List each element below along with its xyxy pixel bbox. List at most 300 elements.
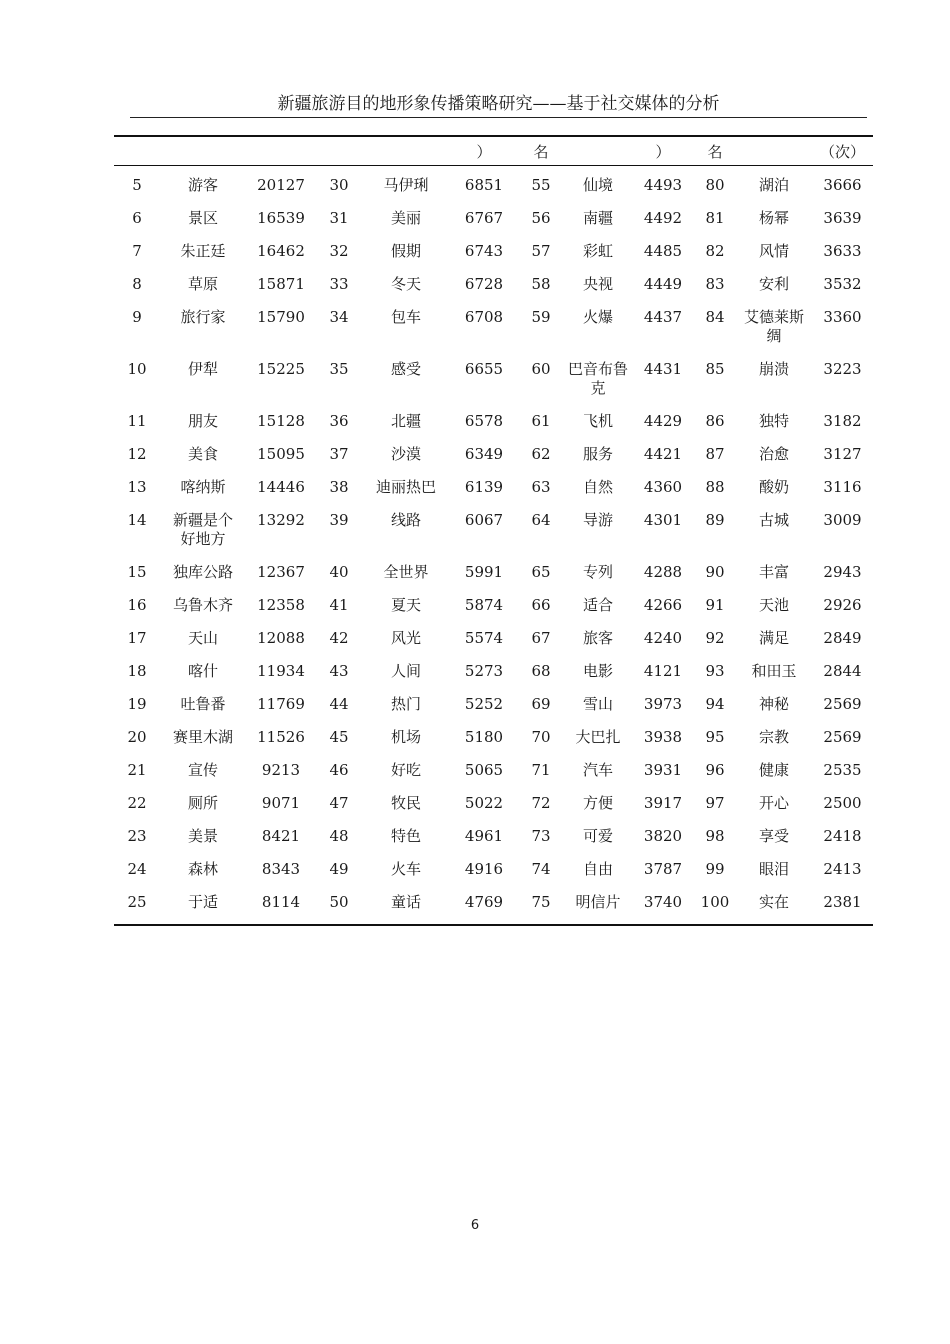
rank-cell: 65 <box>531 563 551 581</box>
rank-cell: 43 <box>329 662 349 680</box>
keyword-text: 崩溃 <box>758 360 789 378</box>
keyword-text: 导游 <box>582 511 613 529</box>
keyword-cell <box>362 786 450 819</box>
rank-cell: 46 <box>329 761 349 779</box>
rank-cell: 74 <box>531 860 551 878</box>
frequency-cell: 6578 <box>464 412 504 430</box>
keyword-text: 眼泪 <box>758 860 789 878</box>
keyword-text: 景区 <box>187 209 218 227</box>
table-row <box>114 201 873 234</box>
keyword-cell <box>160 786 246 819</box>
frequency-cell: 3127 <box>823 445 862 463</box>
frequency-cell: 2569 <box>823 728 862 746</box>
rank-cell: 49 <box>329 860 349 878</box>
keyword-text: 享受 <box>758 827 789 845</box>
keyword-cell <box>736 786 812 819</box>
keyword-text: 神秘 <box>758 695 789 713</box>
frequency-cell: 4769 <box>464 893 504 911</box>
frequency-cell: 9071 <box>261 794 301 812</box>
keyword-cell <box>564 437 632 470</box>
frequency-cell: 4266 <box>643 596 683 614</box>
rank-cell: 45 <box>329 728 349 746</box>
table-row <box>114 786 873 819</box>
frequency-cell: 11934 <box>257 662 305 680</box>
rank-cell: 75 <box>531 893 551 911</box>
keyword-cell <box>160 437 246 470</box>
header-cell <box>160 136 246 166</box>
keyword-text: 和田玉 <box>751 662 797 680</box>
table-row <box>114 720 873 753</box>
keyword-text: 天池 <box>758 596 789 614</box>
rank-cell: 98 <box>705 827 725 845</box>
frequency-cell: 6767 <box>464 209 504 227</box>
keyword-text: 冬天 <box>390 275 421 293</box>
keyword-cell <box>160 300 246 352</box>
frequency-cell: 3787 <box>643 860 683 878</box>
rank-cell: 31 <box>329 209 349 227</box>
frequency-cell: 5273 <box>464 662 504 680</box>
frequency-cell: 4493 <box>643 176 683 194</box>
rank-cell: 40 <box>329 563 349 581</box>
table-row <box>114 404 873 437</box>
frequency-cell: 3820 <box>643 827 683 845</box>
frequency-cell: 2569 <box>823 695 862 713</box>
keyword-text: 自然 <box>582 478 613 496</box>
rank-cell: 8 <box>132 275 142 293</box>
keyword-cell <box>362 720 450 753</box>
rank-cell: 20 <box>127 728 147 746</box>
rank-cell: 36 <box>329 412 349 430</box>
keyword-cell <box>564 267 632 300</box>
keyword-cell <box>362 654 450 687</box>
keyword-cell <box>362 885 450 925</box>
frequency-cell: 2943 <box>823 563 862 581</box>
frequency-cell: 8114 <box>261 893 301 911</box>
rank-cell: 56 <box>531 209 551 227</box>
frequency-cell: 2418 <box>823 827 862 845</box>
frequency-cell: 4288 <box>643 563 683 581</box>
keyword-cell <box>362 852 450 885</box>
keyword-text: 火车 <box>390 860 421 878</box>
rank-cell: 85 <box>705 360 725 378</box>
rank-cell: 38 <box>329 478 349 496</box>
keyword-text: 杨幂 <box>758 209 789 227</box>
keyword-text: 旅客 <box>582 629 613 647</box>
keyword-text: 乌鲁木齐 <box>172 596 233 614</box>
frequency-cell: 4121 <box>643 662 683 680</box>
rank-cell: 16 <box>127 596 147 614</box>
keyword-cell <box>736 885 812 925</box>
keyword-text: 美食 <box>187 445 218 463</box>
keyword-text: 包车 <box>390 308 421 326</box>
frequency-cell: 5022 <box>464 794 504 812</box>
keyword-cell <box>736 300 812 352</box>
header-cell <box>564 136 632 166</box>
rank-cell: 59 <box>531 308 551 326</box>
header-cell <box>316 136 362 166</box>
frequency-cell: 8421 <box>261 827 301 845</box>
rank-cell: 15 <box>127 563 147 581</box>
frequency-cell: 2381 <box>823 893 862 911</box>
keyword-cell <box>736 621 812 654</box>
keyword-cell <box>362 352 450 404</box>
keyword-cell <box>564 555 632 588</box>
rank-cell: 5 <box>132 176 142 194</box>
keyword-cell <box>362 588 450 621</box>
table-row <box>114 437 873 470</box>
keyword-text: 汽车 <box>582 761 613 779</box>
header-cell <box>736 136 812 166</box>
keyword-cell <box>564 352 632 404</box>
frequency-cell: 6655 <box>464 360 504 378</box>
frequency-cell: 15871 <box>257 275 305 293</box>
rank-cell: 95 <box>705 728 725 746</box>
frequency-cell: 5180 <box>464 728 504 746</box>
keyword-cell <box>736 654 812 687</box>
keyword-text: 特色 <box>390 827 421 845</box>
keyword-cell <box>160 720 246 753</box>
rank-cell: 84 <box>705 308 725 326</box>
rank-cell: 68 <box>531 662 551 680</box>
table-row <box>114 555 873 588</box>
keyword-text: 风情 <box>758 242 789 260</box>
keyword-cell <box>160 352 246 404</box>
keyword-text: 厕所 <box>187 794 218 812</box>
frequency-cell: 2849 <box>823 629 862 647</box>
rank-cell: 94 <box>705 695 725 713</box>
keyword-text: 赛里木湖 <box>172 728 233 746</box>
keyword-text: 明信片 <box>575 893 621 911</box>
keyword-text: 游客 <box>187 176 218 194</box>
frequency-cell: 5991 <box>464 563 504 581</box>
frequency-cell: 6349 <box>464 445 504 463</box>
keyword-cell <box>736 166 812 202</box>
running-header: 新疆旅游目的地形象传播策略研究——基于社交媒体的分析 <box>130 92 867 118</box>
keyword-cell <box>362 166 450 202</box>
rank-cell: 33 <box>329 275 349 293</box>
frequency-cell: 4301 <box>643 511 683 529</box>
table-row <box>114 588 873 621</box>
keyword-text: 丰富 <box>758 563 789 581</box>
frequency-cell: 4429 <box>643 412 683 430</box>
keyword-cell <box>736 404 812 437</box>
keyword-text: 火爆 <box>582 308 613 326</box>
keyword-text: 央视 <box>582 275 613 293</box>
keyword-text: 治愈 <box>758 445 789 463</box>
rank-cell: 63 <box>531 478 551 496</box>
keyword-text: 湖泊 <box>758 176 789 194</box>
keyword-cell <box>160 819 246 852</box>
frequency-cell: 5874 <box>464 596 504 614</box>
frequency-cell: 3931 <box>643 761 683 779</box>
keyword-cell <box>362 753 450 786</box>
keyword-cell <box>160 852 246 885</box>
frequency-cell: 3666 <box>823 176 862 194</box>
keyword-cell <box>362 234 450 267</box>
frequency-cell: 6728 <box>464 275 504 293</box>
rank-cell: 73 <box>531 827 551 845</box>
keyword-cell <box>564 470 632 503</box>
rank-cell: 12 <box>127 445 147 463</box>
keyword-text: 艾德莱斯绸 <box>743 308 804 345</box>
rank-cell: 60 <box>531 360 551 378</box>
keyword-text: 健康 <box>758 761 789 779</box>
rank-cell: 32 <box>329 242 349 260</box>
frequency-cell: 15095 <box>257 445 305 463</box>
frequency-cell: 11526 <box>257 728 305 746</box>
frequency-cell: 4961 <box>464 827 504 845</box>
keyword-frequency-table-container <box>114 135 873 926</box>
keyword-text: 巴音布鲁克 <box>567 360 628 397</box>
rank-cell: 62 <box>531 445 551 463</box>
rank-cell: 17 <box>127 629 147 647</box>
header-cell: （次） <box>812 136 873 166</box>
rank-cell: 97 <box>705 794 725 812</box>
keyword-cell <box>362 300 450 352</box>
frequency-cell: 5065 <box>464 761 504 779</box>
keyword-cell <box>160 166 246 202</box>
rank-cell: 35 <box>329 360 349 378</box>
frequency-cell: 3532 <box>823 275 862 293</box>
keyword-cell <box>160 555 246 588</box>
rank-cell: 99 <box>705 860 725 878</box>
frequency-cell: 4485 <box>643 242 683 260</box>
rank-cell: 57 <box>531 242 551 260</box>
keyword-text: 安利 <box>758 275 789 293</box>
rank-cell: 88 <box>705 478 725 496</box>
rank-cell: 39 <box>329 511 349 529</box>
keyword-text: 开心 <box>758 794 789 812</box>
rank-cell: 55 <box>531 176 551 194</box>
frequency-cell: 6139 <box>464 478 504 496</box>
keyword-cell <box>564 588 632 621</box>
keyword-cell <box>160 654 246 687</box>
table-row <box>114 503 873 555</box>
keyword-cell <box>736 470 812 503</box>
keyword-text: 沙漠 <box>390 445 421 463</box>
keyword-cell <box>564 885 632 925</box>
rank-cell: 93 <box>705 662 725 680</box>
frequency-cell: 3182 <box>823 412 862 430</box>
rank-cell: 30 <box>329 176 349 194</box>
keyword-text: 满足 <box>758 629 789 647</box>
frequency-cell: 6743 <box>464 242 504 260</box>
keyword-cell <box>736 852 812 885</box>
frequency-cell: 13292 <box>257 511 305 529</box>
frequency-cell: 15128 <box>257 412 305 430</box>
keyword-cell <box>736 588 812 621</box>
keyword-text: 方便 <box>582 794 613 812</box>
frequency-cell: 3360 <box>823 308 862 326</box>
keyword-text: 可爱 <box>582 827 613 845</box>
keyword-cell <box>160 503 246 555</box>
keyword-cell <box>160 470 246 503</box>
keyword-cell <box>362 621 450 654</box>
frequency-cell: 3639 <box>823 209 862 227</box>
rank-cell: 86 <box>705 412 725 430</box>
frequency-cell: 15790 <box>257 308 305 326</box>
rank-cell: 13 <box>127 478 147 496</box>
rank-cell: 81 <box>705 209 725 227</box>
frequency-cell: 12088 <box>257 629 305 647</box>
keyword-text: 酸奶 <box>758 478 789 496</box>
table-row <box>114 852 873 885</box>
keyword-text: 实在 <box>758 893 789 911</box>
keyword-cell <box>736 234 812 267</box>
keyword-text: 大巴扎 <box>575 728 621 746</box>
keyword-text: 美景 <box>187 827 218 845</box>
frequency-cell: 16462 <box>257 242 305 260</box>
header-cell: ） <box>450 136 518 166</box>
keyword-text: 喀什 <box>187 662 218 680</box>
rank-cell: 70 <box>531 728 551 746</box>
frequency-cell: 9213 <box>261 761 301 779</box>
frequency-cell: 2500 <box>823 794 862 812</box>
keyword-text: 人间 <box>390 662 421 680</box>
rank-cell: 6 <box>132 209 142 227</box>
keyword-text: 线路 <box>390 511 421 529</box>
keyword-text: 自由 <box>582 860 613 878</box>
frequency-cell: 3116 <box>823 478 862 496</box>
frequency-cell: 3917 <box>643 794 683 812</box>
frequency-cell: 3938 <box>643 728 683 746</box>
header-cell <box>362 136 450 166</box>
table-row <box>114 753 873 786</box>
keyword-text: 电影 <box>582 662 613 680</box>
rank-cell: 7 <box>132 242 142 260</box>
keyword-cell <box>564 786 632 819</box>
frequency-cell: 15225 <box>257 360 305 378</box>
rank-cell: 69 <box>531 695 551 713</box>
frequency-cell: 4421 <box>643 445 683 463</box>
frequency-cell: 4437 <box>643 308 683 326</box>
frequency-cell: 20127 <box>257 176 305 194</box>
keyword-text: 专列 <box>582 563 613 581</box>
keyword-cell <box>564 503 632 555</box>
keyword-text: 风光 <box>390 629 421 647</box>
rank-cell: 72 <box>531 794 551 812</box>
keyword-cell <box>736 352 812 404</box>
rank-cell: 80 <box>705 176 725 194</box>
keyword-text: 童话 <box>390 893 421 911</box>
rank-cell: 92 <box>705 629 725 647</box>
table-row <box>114 621 873 654</box>
keyword-text: 全世界 <box>383 563 429 581</box>
frequency-cell: 3973 <box>643 695 683 713</box>
frequency-cell: 6708 <box>464 308 504 326</box>
keyword-cell <box>564 300 632 352</box>
frequency-cell: 4240 <box>643 629 683 647</box>
keyword-cell <box>160 588 246 621</box>
keyword-text: 北疆 <box>390 412 421 430</box>
table-row <box>114 470 873 503</box>
frequency-cell: 4449 <box>643 275 683 293</box>
keyword-cell <box>564 621 632 654</box>
keyword-frequency-table <box>114 135 873 926</box>
rank-cell: 25 <box>127 893 147 911</box>
frequency-cell: 5574 <box>464 629 504 647</box>
keyword-text: 感受 <box>390 360 421 378</box>
keyword-cell <box>736 819 812 852</box>
keyword-cell <box>736 555 812 588</box>
frequency-cell: 3740 <box>643 893 683 911</box>
keyword-cell <box>362 437 450 470</box>
rank-cell: 71 <box>531 761 551 779</box>
table-row <box>114 300 873 352</box>
rank-cell: 48 <box>329 827 349 845</box>
keyword-text: 服务 <box>582 445 613 463</box>
rank-cell: 91 <box>705 596 725 614</box>
rank-cell: 66 <box>531 596 551 614</box>
keyword-cell <box>362 687 450 720</box>
header-cell <box>114 136 160 166</box>
table-row <box>114 166 873 202</box>
rank-cell: 82 <box>705 242 725 260</box>
frequency-cell: 14446 <box>257 478 305 496</box>
keyword-cell <box>160 885 246 925</box>
keyword-text: 夏天 <box>390 596 421 614</box>
rank-cell: 89 <box>705 511 725 529</box>
keyword-cell <box>564 654 632 687</box>
rank-cell: 10 <box>127 360 147 378</box>
frequency-cell: 5252 <box>464 695 504 713</box>
keyword-cell <box>736 503 812 555</box>
rank-cell: 58 <box>531 275 551 293</box>
keyword-text: 马伊琍 <box>383 176 429 194</box>
keyword-text: 天山 <box>187 629 218 647</box>
keyword-text: 机场 <box>390 728 421 746</box>
keyword-cell <box>160 687 246 720</box>
keyword-text: 古城 <box>758 511 789 529</box>
keyword-text: 于适 <box>187 893 218 911</box>
rank-cell: 11 <box>127 412 147 430</box>
table-row <box>114 234 873 267</box>
frequency-cell: 4916 <box>464 860 504 878</box>
keyword-text: 美丽 <box>390 209 421 227</box>
keyword-text: 雪山 <box>582 695 613 713</box>
header-cell <box>246 136 316 166</box>
rank-cell: 14 <box>127 511 147 529</box>
keyword-cell <box>736 201 812 234</box>
rank-cell: 21 <box>127 761 147 779</box>
rank-cell: 37 <box>329 445 349 463</box>
keyword-text: 喀纳斯 <box>180 478 226 496</box>
keyword-text: 南疆 <box>582 209 613 227</box>
keyword-cell <box>564 201 632 234</box>
keyword-cell <box>736 267 812 300</box>
keyword-cell <box>160 753 246 786</box>
keyword-cell <box>160 267 246 300</box>
rank-cell: 23 <box>127 827 147 845</box>
frequency-cell: 2413 <box>823 860 862 878</box>
keyword-text: 旅行家 <box>180 308 226 326</box>
rank-cell: 47 <box>329 794 349 812</box>
rank-cell: 87 <box>705 445 725 463</box>
keyword-text: 适合 <box>582 596 613 614</box>
keyword-cell <box>160 201 246 234</box>
keyword-text: 迪丽热巴 <box>375 478 436 496</box>
rank-cell: 42 <box>329 629 349 647</box>
rank-cell: 96 <box>705 761 725 779</box>
keyword-cell <box>564 166 632 202</box>
frequency-cell: 2535 <box>823 761 862 779</box>
keyword-text: 彩虹 <box>582 242 613 260</box>
rank-cell: 41 <box>329 596 349 614</box>
keyword-cell <box>564 753 632 786</box>
page-number: 6 <box>470 1218 480 1233</box>
frequency-cell: 3223 <box>823 360 862 378</box>
rank-cell: 64 <box>531 511 551 529</box>
